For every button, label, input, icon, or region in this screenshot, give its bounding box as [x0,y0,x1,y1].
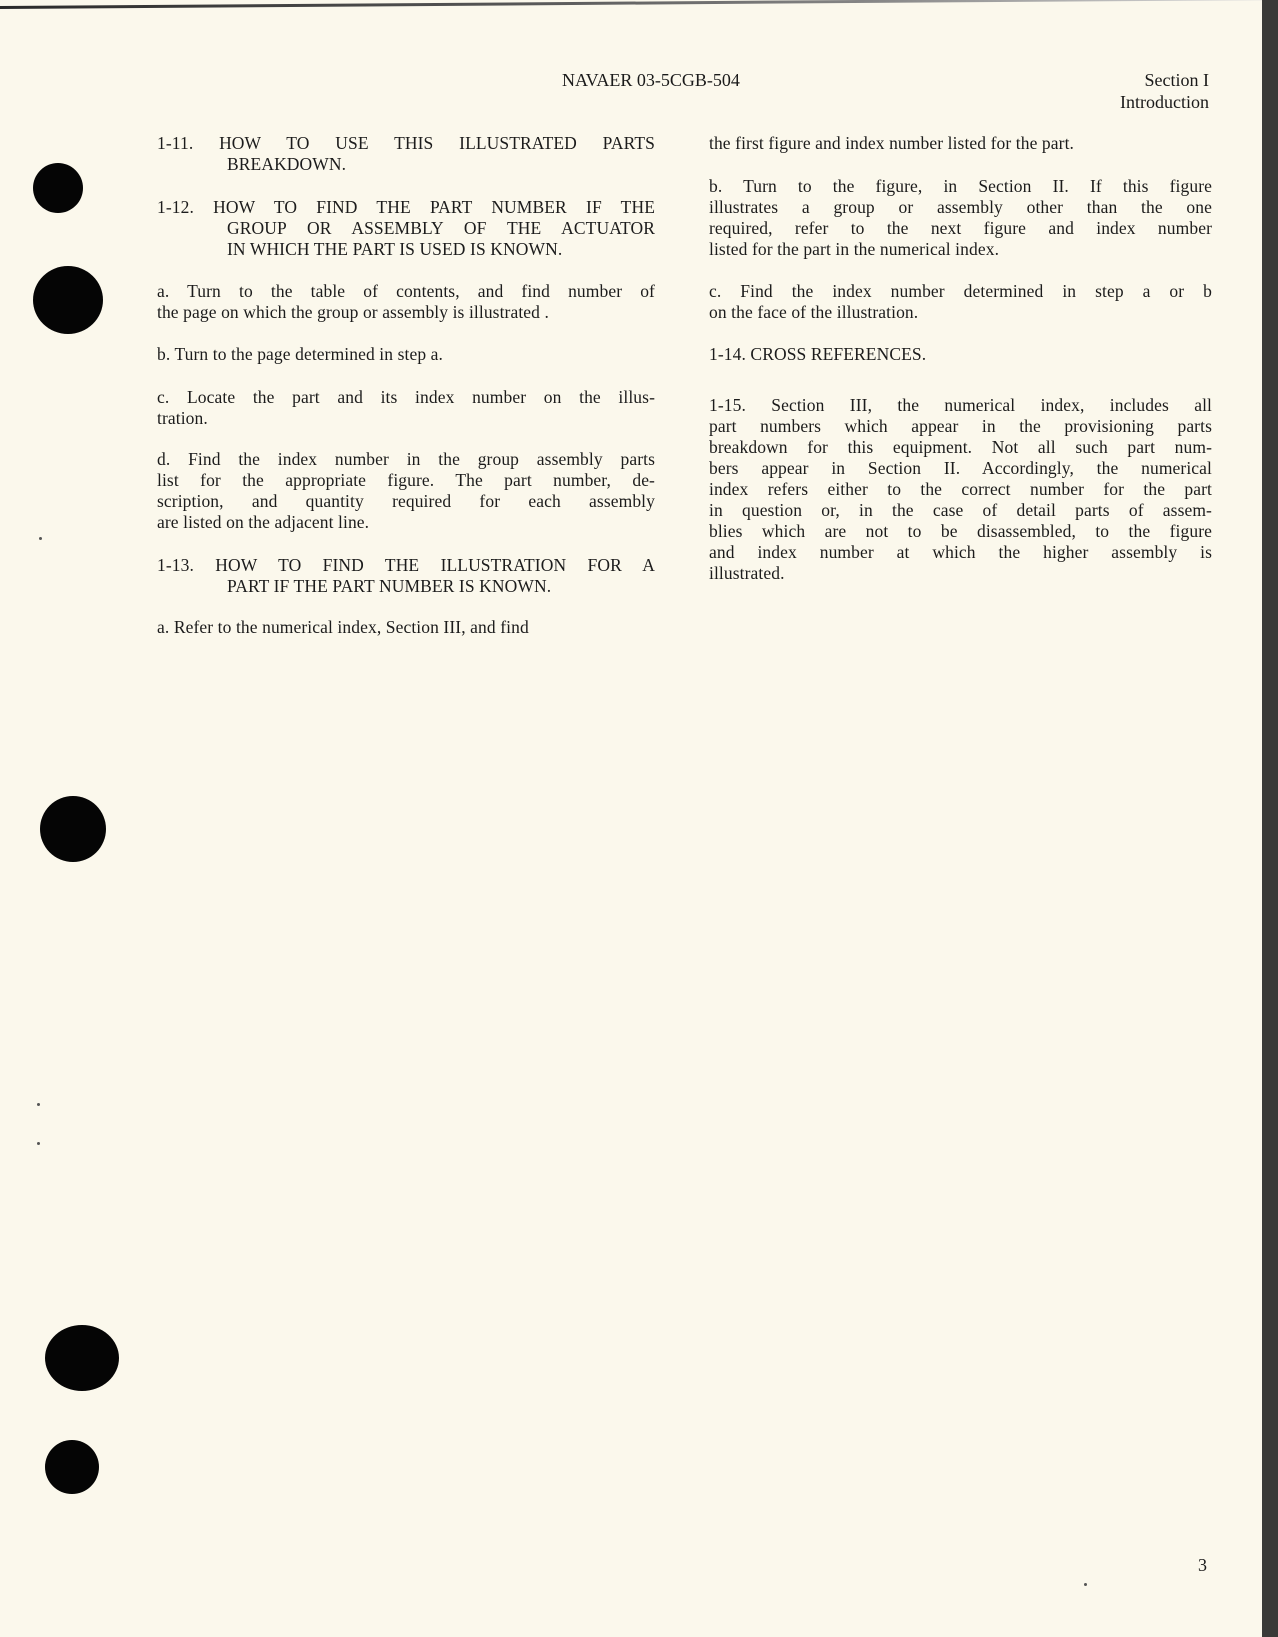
text-line: and index number at which the higher assembly is [709,542,1212,562]
text-line: bers appear in Section II. Accordingly, the numerical [709,458,1212,478]
scan-speck [1084,1583,1087,1586]
text-line: c. Find the index number determined in step a or b [709,281,1212,301]
text-line: part numbers which appear in the provisioning parts [709,416,1212,436]
text-line: the page on which the group or assembly is illustrated . [157,302,549,322]
text-line: the first figure and index number listed for the part. [709,133,1075,153]
left-column [157,0,655,700]
section-heading [157,133,655,175]
text-line: GROUP OR ASSEMBLY OF THE ACTUATOR [227,218,655,238]
text-line: 1-15. Section III, the numerical index, includes all [709,395,1212,415]
text-line: a. Refer to the numerical index, Section III, and find [157,617,529,637]
right-column [709,0,1212,700]
binder-hole [40,796,106,862]
text-line: c. Locate the part and its index number on the illus- [157,387,655,407]
text-line: d. Find the index number in the group assembly parts [157,449,655,469]
text-line: listed for the part in the numerical index. [709,239,1000,259]
text-line: scription, and quantity required for each assembly [157,491,655,511]
text-line: 1-13. HOW TO FIND THE ILLUSTRATION FOR A [157,555,655,575]
text-line: illustrates a group or assembly other than the one [709,197,1212,217]
binder-hole [45,1440,99,1494]
text-line: IN WHICH THE PART IS USED IS KNOWN. [227,239,563,259]
text-line: list for the appropriate figure. The part number, de- [157,470,655,490]
binder-hole [33,163,83,213]
text-line: illustrated. [709,563,785,583]
section-heading [157,555,655,597]
document-number: NAVAER 03-5CGB-504 [562,70,740,90]
binder-hole [45,1325,119,1391]
paragraph [157,344,655,365]
section-title: Introduction [1120,92,1209,112]
paragraph [157,449,655,533]
text-line: blies which are not to be disassembled, to the figure [709,521,1212,541]
text-line: b. Turn to the figure, in Section II. If this figure [709,176,1212,196]
section-heading [157,197,655,260]
text-line: a. Turn to the table of contents, and find number of [157,281,655,301]
text-line: b. Turn to the page determined in step a. [157,344,443,364]
scan-speck [37,1142,40,1145]
text-line: index refers either to the correct number for the part [709,479,1212,499]
paragraph [709,395,1212,584]
page-number: 3 [1198,1555,1207,1575]
text-line: on the face of the illustration. [709,302,919,322]
text-line: tration. [157,408,208,428]
text-line: in question or, in the case of detail parts of assem- [709,500,1212,520]
text-line: breakdown for this equipment. Not all such part num- [709,437,1212,457]
text-line: 1-12. HOW TO FIND THE PART NUMBER IF THE [157,197,655,217]
binder-hole [33,266,103,334]
scan-speck [39,537,42,540]
text-line: required, refer to the next figure and index number [709,218,1212,238]
scan-speck [37,1103,40,1106]
text-line: are listed on the adjacent line. [157,512,370,532]
paragraph [157,281,655,323]
text-line: 1-11. HOW TO USE THIS ILLUSTRATED PARTS [157,133,655,153]
paragraph [709,344,1212,365]
paragraph [709,133,1212,154]
text-line: BREAKDOWN. [227,154,347,174]
text-line: 1-14. CROSS REFERENCES. [709,344,927,364]
paragraph [709,176,1212,260]
text-line: PART IF THE PART NUMBER IS KNOWN. [227,576,552,596]
paragraph [157,387,655,429]
paragraph [157,617,655,638]
paragraph [709,281,1212,323]
section-label: Section I [1144,70,1209,90]
